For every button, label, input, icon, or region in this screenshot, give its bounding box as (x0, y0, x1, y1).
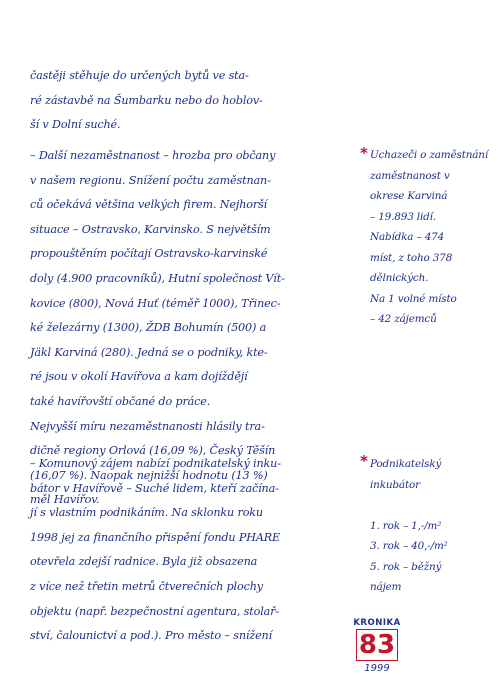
side-note-line: Podnikatelský (370, 458, 442, 470)
asterisk-icon: * (360, 144, 368, 162)
incubator-paragraph (30, 452, 350, 649)
text-line: ší v Dolní suché. (30, 118, 121, 132)
text-line: situace – Ostravsko, Karvinsko. S největším (30, 222, 271, 236)
text-line: ství, čalounictví a pod.). Pro město – snížení (30, 629, 273, 643)
side-note-line (370, 495, 498, 516)
page-number: 83 (356, 629, 398, 661)
text-line: Jäkl Karviná (280). Jedná se o podniky, kte- (30, 345, 268, 359)
text-line: z více než třetin metrů čtverečních plochy (30, 579, 263, 593)
text-line: (16,07 %). Naopak nejnižší hodnotu (13 %) (30, 468, 268, 482)
text-line: ců očekává většina velkých firem. Nejhorší (30, 198, 268, 212)
text-line: častěji stěhuje do určených bytů ve sta- (30, 69, 249, 82)
chronicle-stamp (352, 618, 402, 674)
side-note-line: 1. rok – 1,-/m² (370, 519, 442, 532)
side-note-line: míst, z toho 378 (370, 251, 453, 264)
text-line: objektu (např. bezpečnostní agentura, stolař- (30, 604, 279, 618)
side-note-line: Na 1 volné místo (370, 292, 457, 305)
text-line: ré jsou v okolí Havířova a kam dojíždějí (30, 370, 248, 384)
side-note-line: inkubátor (370, 478, 420, 491)
text-line: dičně regiony Orlová (16,09 %), Český Těšín (30, 444, 276, 458)
text-line: měl Havířov. (30, 493, 100, 507)
top-paragraph (30, 64, 350, 138)
text-line: jí s vlastním podnikáním. Na sklonku roku (30, 506, 263, 520)
text-line: Nejvyšší míru nezaměstnanosti hlásily tra- (30, 419, 265, 433)
text-line: propouštěním počítají Ostravsko-karvinské (30, 247, 268, 261)
text-line: kovice (800), Nová Huť (téměř 1000), Třinec- (30, 296, 281, 310)
text-line: bátor v Havířově – Suché lidem, kteří začína- (30, 481, 279, 495)
unemployment-side-note (370, 145, 498, 330)
stamp-year: 1999 (364, 663, 390, 674)
text-line: otevřela zdejší radnice. Byla již obsazena (30, 555, 258, 569)
text-line: také havířovští občané do práce. (30, 394, 211, 408)
asterisk-icon: * (360, 452, 368, 470)
side-note-line: – 19.893 lidí. (370, 210, 436, 223)
side-note-line: – 42 zájemců (370, 313, 437, 325)
text-line: v našem regionu. Snížení počtu zaměstnan- (30, 173, 271, 187)
incubator-side-note (370, 454, 498, 598)
text-line: doly (4.900 pracovníků), Hutní společnost Vít- (30, 271, 285, 285)
text-line: – Další nezaměstnanost – hrozba pro občany (30, 149, 276, 162)
side-note-line: Uchazeči o zaměstnání (370, 149, 489, 161)
side-note-line: Nabídka – 474 (370, 231, 445, 243)
side-note-line: zaměstnanost v (370, 169, 450, 182)
text-line: ké železárny (1300), ŽDB Bohumín (500) a (30, 321, 267, 335)
text-line: ré zástavbě na Šumbarku nebo do hoblov- (30, 93, 263, 107)
stamp-label: KRONIKA (353, 618, 401, 628)
side-note-line: okrese Karviná (370, 190, 448, 202)
side-note-line: dělnických. (370, 272, 429, 284)
text-line: – Komunový zájem nabízí podnikatelský inku- (30, 457, 281, 470)
side-note-line: 5. rok – běžný (370, 560, 442, 573)
side-note-line: nájem (370, 581, 402, 593)
text-line: 1998 jej za finančního přispění fondu PHARE (30, 530, 281, 544)
side-note-line: 3. rok – 40,-/m² (370, 540, 448, 552)
